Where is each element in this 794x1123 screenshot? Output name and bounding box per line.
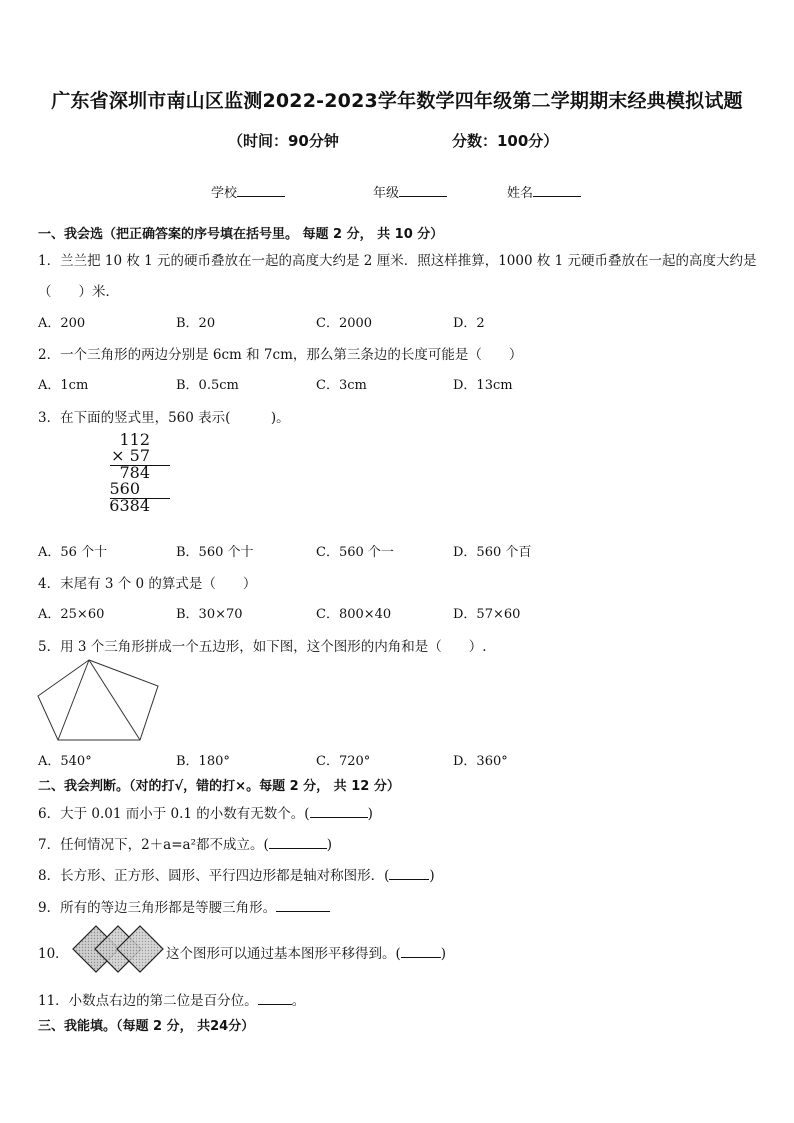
q4-option-a[interactable]: A．25×60 bbox=[38, 607, 105, 622]
question-3: 3．在下面的竖式里，560 表示( )。 bbox=[38, 410, 290, 426]
calc-row-partial-1: 784 bbox=[119, 463, 150, 482]
q3-option-b[interactable]: B．560 个十 bbox=[176, 545, 254, 560]
q7-close-paren: ) bbox=[326, 837, 333, 853]
question-11-text: 11．小数点右边的第二位是百分位。 bbox=[38, 993, 258, 1009]
q1-option-b[interactable]: B．20 bbox=[176, 316, 216, 331]
calc-row-multiplicand: 112 bbox=[119, 430, 150, 449]
q1-option-c[interactable]: C．2000 bbox=[316, 316, 373, 331]
q6-close-paren: ) bbox=[367, 806, 373, 822]
school-blank[interactable] bbox=[237, 184, 285, 197]
grade-blank[interactable] bbox=[399, 184, 447, 197]
grade-field bbox=[373, 182, 447, 201]
q2-option-d[interactable]: D．13cm bbox=[453, 378, 513, 393]
question-11 bbox=[38, 989, 305, 1009]
exam-title: 广东省深圳市南山区监测2022-2023学年数学四年级第二学期期末经典模拟试题 bbox=[51, 90, 743, 112]
school-label: 学校 bbox=[211, 186, 238, 201]
q11-answer-blank[interactable] bbox=[258, 991, 292, 1005]
pentagon-diagonal-2 bbox=[89, 660, 140, 740]
question-6-text: 6．大于 0.01 而小于 0.1 的小数有无数个。( bbox=[38, 806, 310, 822]
q11-period: 。 bbox=[291, 993, 306, 1009]
question-1-line-2: （ ）米． bbox=[38, 284, 119, 300]
question-5: 5．用 3 个三角形拼成一个五边形，如下图，这个图形的内角和是（ ）. bbox=[38, 639, 487, 655]
section-1-heading: 一、我会选（把正确答案的序号填在括号里。 每题 2 分， 共 10 分） bbox=[38, 227, 444, 242]
question-8-text: 8．长方形、正方形、圆形、平行四边形都是轴对称图形．( bbox=[38, 868, 390, 884]
pentagon-outline bbox=[38, 660, 158, 740]
q5-option-d[interactable]: D．360° bbox=[453, 754, 508, 769]
q8-answer-blank[interactable] bbox=[389, 866, 429, 880]
q8-close-paren: ) bbox=[429, 868, 435, 884]
calc-row-partial-2: 560 bbox=[109, 479, 140, 498]
q5-option-a[interactable]: A．540° bbox=[38, 754, 92, 769]
q2-option-b[interactable]: B．0.5cm bbox=[176, 378, 239, 393]
question-6 bbox=[38, 802, 373, 822]
q3-option-a[interactable]: A．56 个十 bbox=[38, 545, 108, 560]
question-8 bbox=[38, 864, 435, 884]
calc-row-product: 6384 bbox=[109, 496, 150, 515]
question-4: 4．末尾有 3 个 0 的算式是（ ） bbox=[38, 576, 257, 592]
pentagon-diagonal-1 bbox=[58, 660, 89, 740]
q3-option-c[interactable]: C．560 个一 bbox=[316, 545, 394, 560]
question-9-text: 9．所有的等边三角形都是等腰三角形。 bbox=[38, 900, 277, 916]
q9-answer-blank[interactable] bbox=[276, 898, 330, 912]
total-score: 分数：100分） bbox=[452, 132, 559, 150]
q4-option-c[interactable]: C．800×40 bbox=[316, 607, 392, 622]
question-10 bbox=[166, 942, 446, 962]
q3-option-d[interactable]: D．560 个百 bbox=[453, 545, 532, 560]
section-2-heading: 二、我会判断。（对的打√，错的打×。每题 2 分， 共 12 分） bbox=[38, 779, 400, 794]
q10-answer-blank[interactable] bbox=[401, 944, 441, 958]
q2-option-c[interactable]: C．3cm bbox=[316, 378, 367, 393]
q10-close-paren: ) bbox=[440, 946, 447, 962]
q5-option-c[interactable]: C．720° bbox=[316, 754, 371, 769]
question-7-text: 7．任何情况下，2＋a=a²都不成立。( bbox=[38, 837, 269, 853]
q1-option-d[interactable]: D．2 bbox=[453, 316, 485, 331]
q4-option-d[interactable]: D．57×60 bbox=[453, 607, 521, 622]
calc-row-multiplier: × 57 bbox=[111, 446, 150, 465]
question-1-line-1: 1．兰兰把 10 枚 1 元的硬币叠放在一起的高度大约是 2 厘米．照这样推算，1000 枚 1 元硬币叠放在一起的高度大约是 bbox=[38, 253, 757, 269]
question-10-text: 这个图形可以通过基本图形平移得到。( bbox=[166, 946, 401, 962]
q4-option-b[interactable]: B．30×70 bbox=[176, 607, 243, 622]
grade-label: 年级 bbox=[373, 186, 400, 201]
q5-option-b[interactable]: B．180° bbox=[176, 754, 230, 769]
q7-answer-blank[interactable] bbox=[269, 835, 327, 849]
q2-option-a[interactable]: A．1cm bbox=[38, 378, 89, 393]
section-3-heading: 三、我能填。（每题 2 分， 共24分） bbox=[38, 1019, 255, 1034]
question-10-number: 10． bbox=[38, 946, 69, 962]
name-blank[interactable] bbox=[533, 184, 581, 197]
time-limit: （时间：90分钟 bbox=[228, 132, 339, 150]
pentagon-figure bbox=[36, 658, 164, 742]
q1-option-a[interactable]: A．200 bbox=[38, 316, 86, 331]
rhombus-pattern-figure bbox=[72, 925, 164, 973]
question-9 bbox=[38, 896, 330, 916]
name-label: 姓名 bbox=[507, 186, 534, 201]
name-field bbox=[507, 182, 581, 201]
school-field bbox=[211, 182, 285, 201]
question-7 bbox=[38, 833, 332, 853]
q6-answer-blank[interactable] bbox=[310, 804, 368, 818]
question-2: 2．一个三角形的两边分别是 6cm 和 7cm，那么第三条边的长度可能是（ ） bbox=[38, 347, 523, 363]
vertical-multiplication bbox=[100, 432, 170, 517]
